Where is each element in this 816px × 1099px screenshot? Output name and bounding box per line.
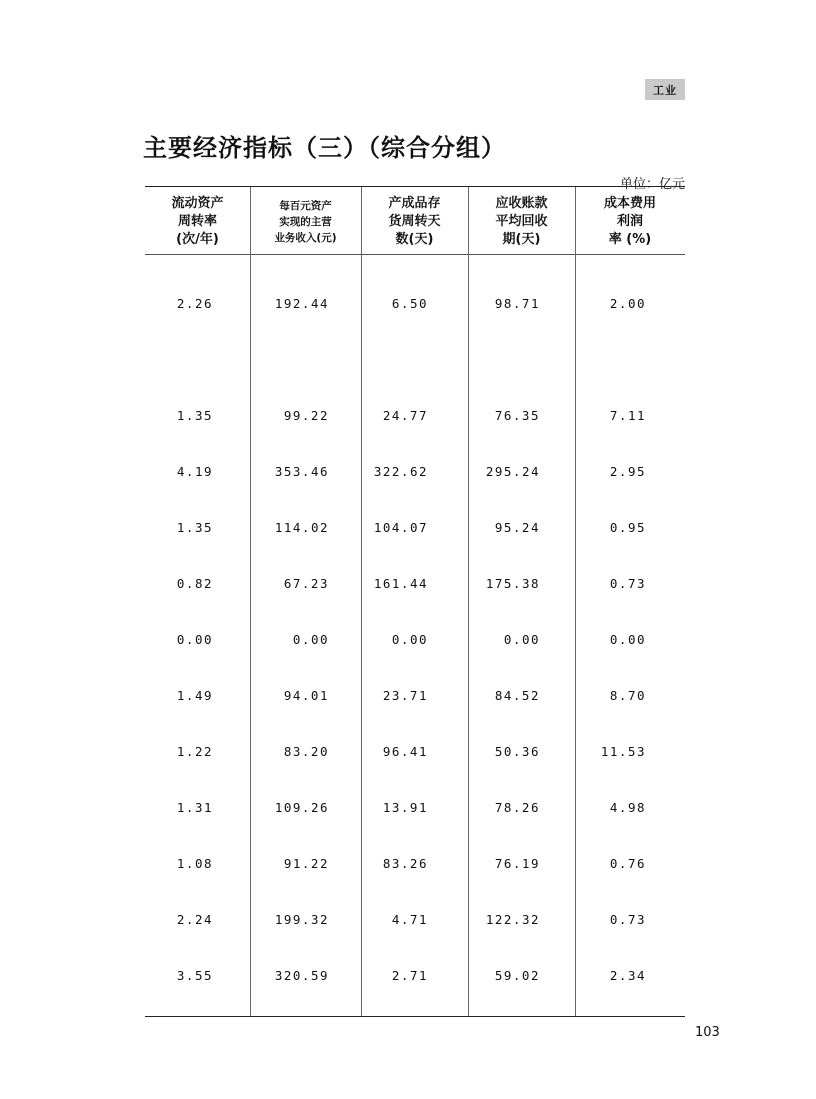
table-cell: 8.70: [609, 688, 646, 703]
page-title: 主要经济指标（三）（综合分组）: [143, 134, 506, 162]
table-cell: 0.73: [609, 912, 646, 927]
column-header: 成本费用 利润 率 (%): [603, 196, 656, 247]
table-cell: 2.00: [609, 296, 646, 311]
table-cell: 50.36: [494, 744, 540, 759]
column-divider: [468, 187, 469, 1016]
table-cell: 2.34: [609, 968, 646, 983]
table-cell: 1.49: [176, 688, 213, 703]
table-cell: 76.19: [494, 856, 540, 871]
table-cell: 2.26: [176, 296, 213, 311]
table-cell: 322.62: [373, 464, 428, 479]
table-cell: 83.26: [382, 856, 428, 871]
page-number: 103: [695, 1025, 720, 1040]
table-cell: 95.24: [494, 520, 540, 535]
table-bottom-rule: [145, 1016, 685, 1017]
table-cell: 353.46: [274, 464, 329, 479]
table-cell: 104.07: [373, 520, 428, 535]
table-cell: 0.00: [609, 632, 646, 647]
table-cell: 0.00: [292, 632, 329, 647]
table-cell: 91.22: [283, 856, 329, 871]
table-cell: 78.26: [494, 800, 540, 815]
table-cell: 1.22: [176, 744, 213, 759]
table-cell: 4.98: [609, 800, 646, 815]
table-cell: 122.32: [485, 912, 540, 927]
table-cell: 98.71: [494, 296, 540, 311]
table-cell: 23.71: [382, 688, 428, 703]
column-header: 产成品存 货周转天 数(天): [388, 196, 441, 247]
table-cell: 96.41: [382, 744, 428, 759]
header-rule: [145, 254, 685, 255]
table-cell: 1.35: [176, 520, 213, 535]
table-cell: 199.32: [274, 912, 329, 927]
table-cell: 6.50: [391, 296, 428, 311]
column-divider: [361, 187, 362, 1016]
table-cell: 1.31: [176, 800, 213, 815]
table-cell: 3.55: [176, 968, 213, 983]
table-cell: 0.73: [609, 576, 646, 591]
table-cell: 11.53: [600, 744, 646, 759]
table-cell: 0.00: [503, 632, 540, 647]
table-cell: 1.35: [176, 408, 213, 423]
column-header: 流动资产 周转率 (次/年): [171, 196, 224, 247]
table-cell: 76.35: [494, 408, 540, 423]
column-divider: [250, 187, 251, 1016]
table-top-rule: [145, 186, 685, 187]
column-header: 应收账款 平均回收 期(天): [495, 196, 548, 247]
table-cell: 0.76: [609, 856, 646, 871]
table-cell: 161.44: [373, 576, 428, 591]
table-cell: 1.08: [176, 856, 213, 871]
column-divider: [575, 187, 576, 1016]
table-cell: 83.20: [283, 744, 329, 759]
table-cell: 2.24: [176, 912, 213, 927]
table-cell: 94.01: [283, 688, 329, 703]
table-cell: 192.44: [274, 296, 329, 311]
table-cell: 84.52: [494, 688, 540, 703]
table-cell: 320.59: [274, 968, 329, 983]
table-cell: 99.22: [283, 408, 329, 423]
table-cell: 295.24: [485, 464, 540, 479]
table-cell: 67.23: [283, 576, 329, 591]
table-cell: 13.91: [382, 800, 428, 815]
table-cell: 4.71: [391, 912, 428, 927]
table-cell: 114.02: [274, 520, 329, 535]
table-cell: 2.71: [391, 968, 428, 983]
table-cell: 0.95: [609, 520, 646, 535]
table-cell: 59.02: [494, 968, 540, 983]
column-header: 每百元资产 实现的主营 业务收入(元): [274, 200, 337, 244]
unit-label: 单位：亿元: [619, 177, 685, 192]
table-cell: 109.26: [274, 800, 329, 815]
table-cell: 0.00: [176, 632, 213, 647]
table-cell: 24.77: [382, 408, 428, 423]
table-cell: 0.00: [391, 632, 428, 647]
table-cell: 7.11: [609, 408, 646, 423]
table-cell: 175.38: [485, 576, 540, 591]
table-cell: 4.19: [176, 464, 213, 479]
table-cell: 0.82: [176, 576, 213, 591]
section-tag: 工业: [645, 79, 685, 100]
table-cell: 2.95: [609, 464, 646, 479]
